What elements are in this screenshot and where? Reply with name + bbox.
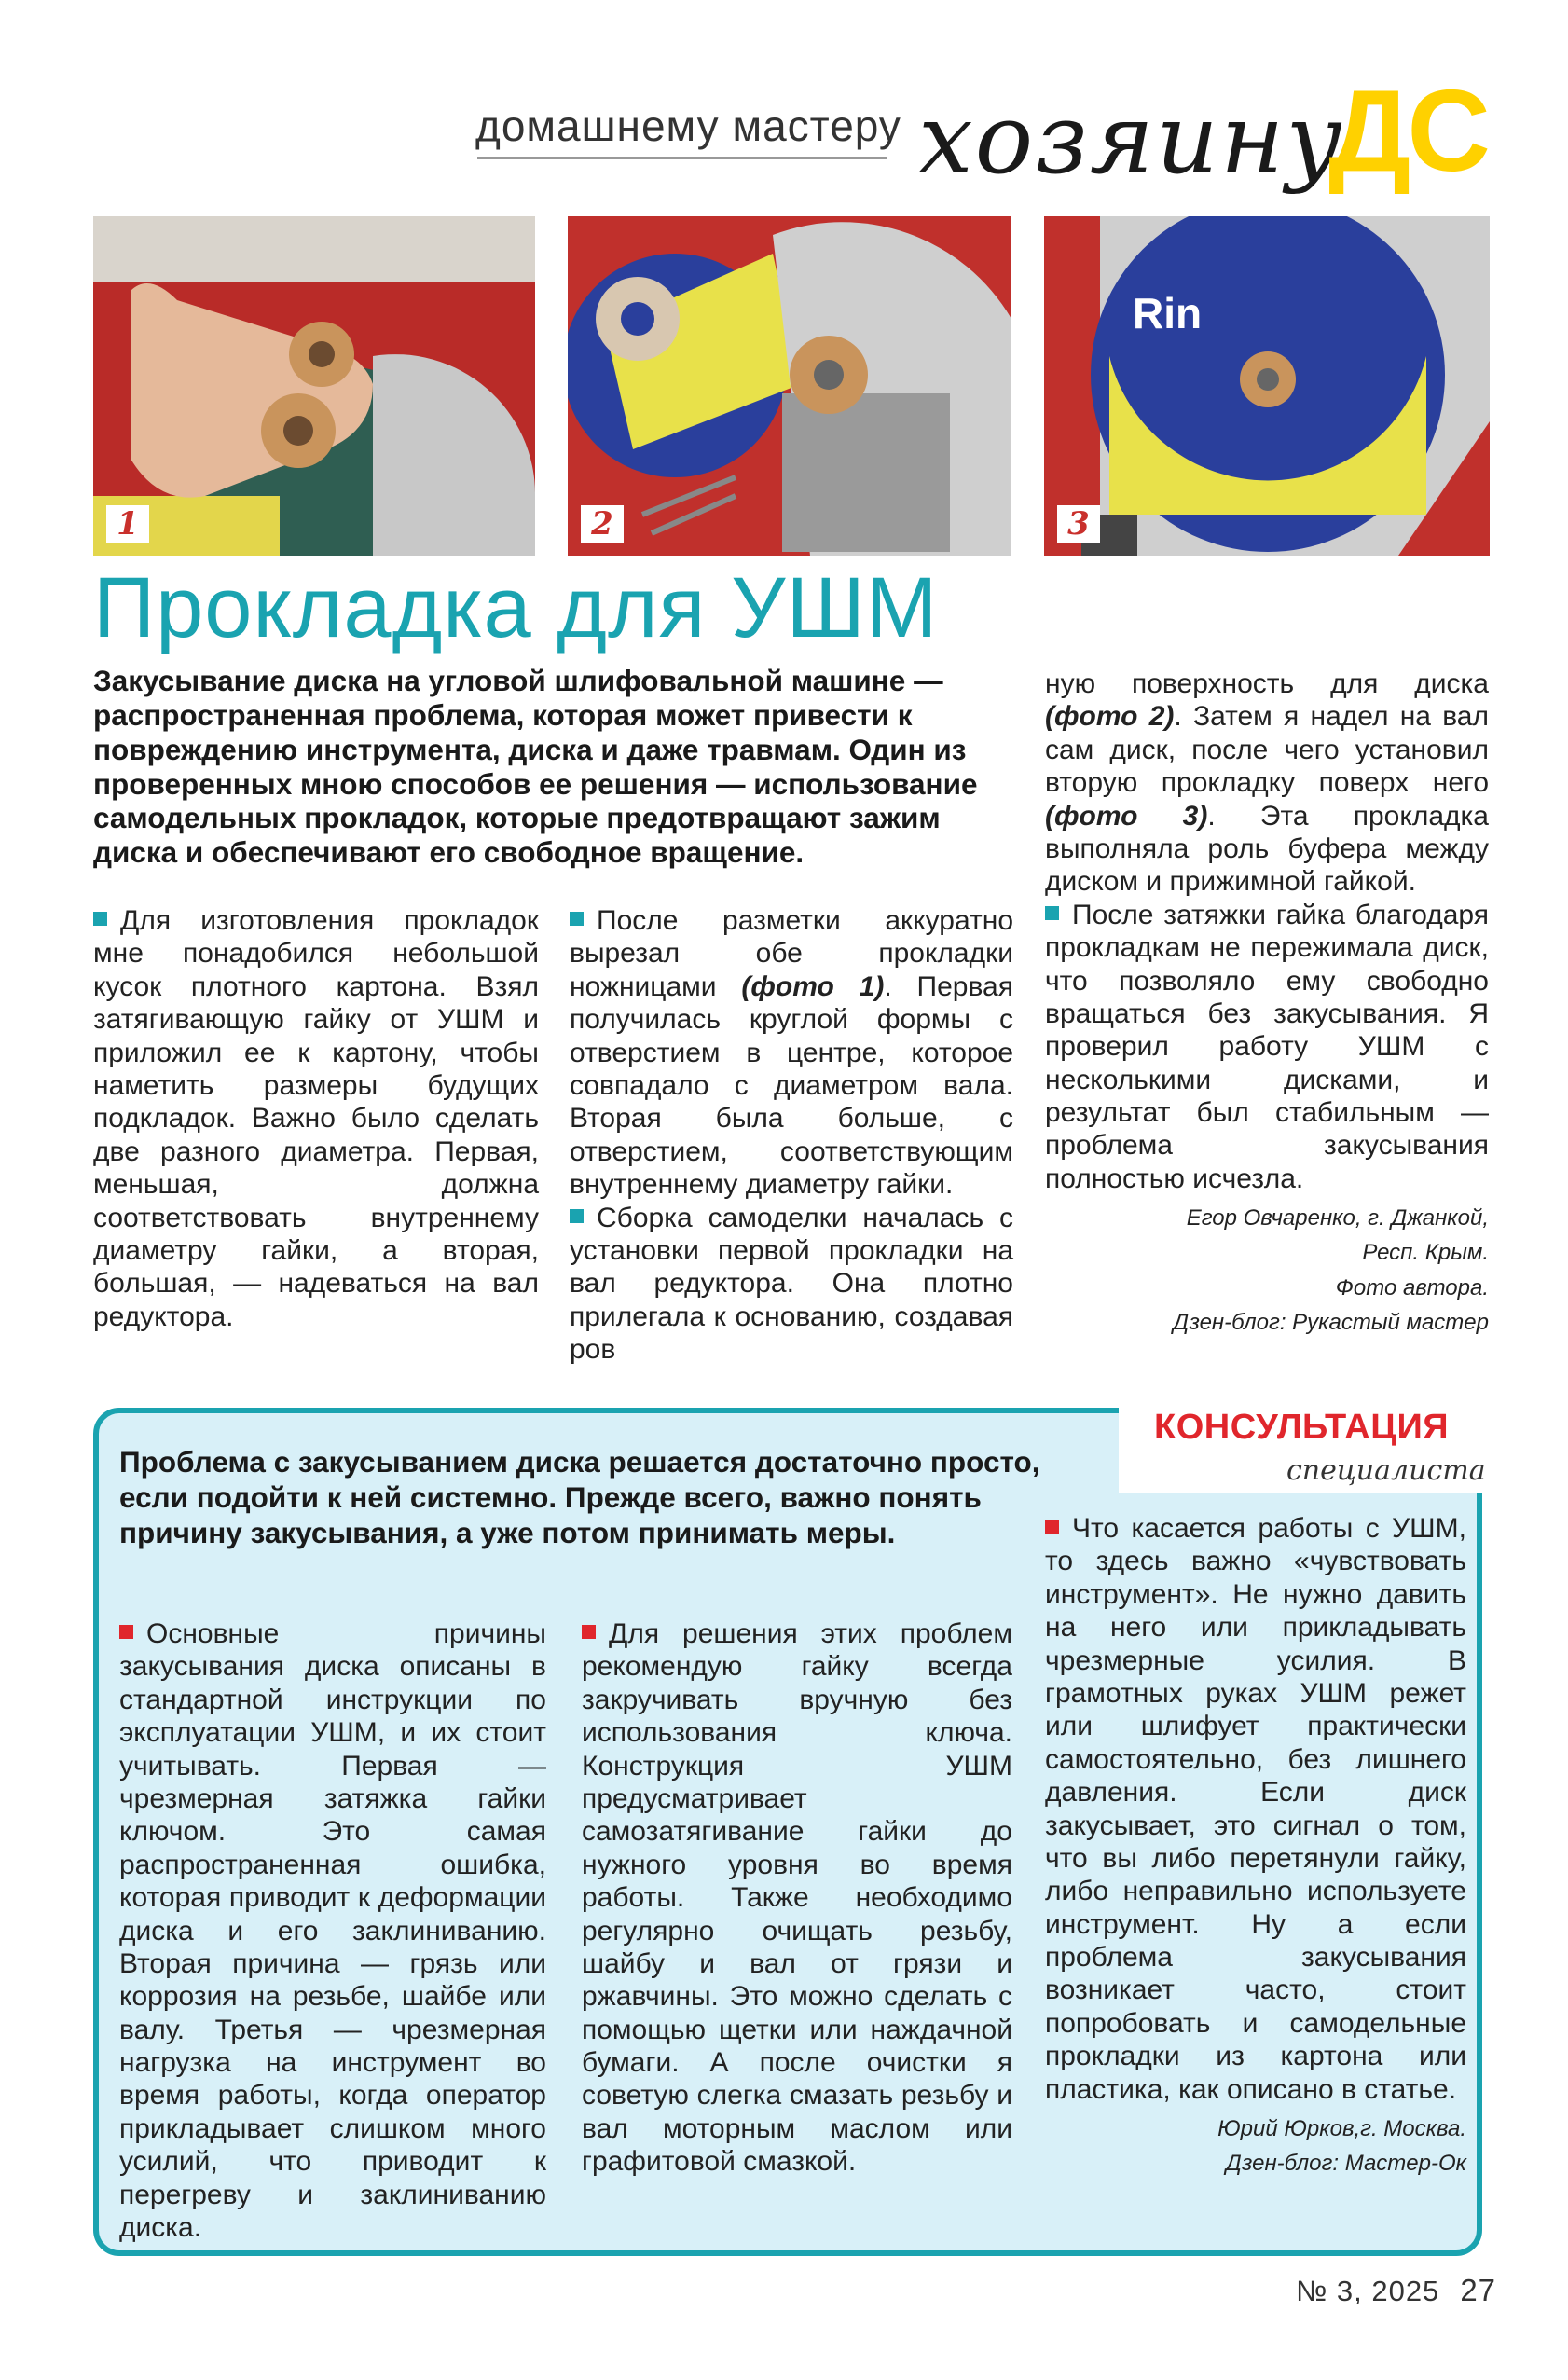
byline-author: Юрий Юрков,г. Москва. — [1217, 2116, 1466, 2142]
article-byline — [1045, 1201, 1489, 1340]
article-column-3 — [1045, 667, 1489, 1340]
article-paragraph: Сборка самоделки началась с установки первой прокладки на вал редуктора. Она плотно прилегала к основанию, создавая ров — [570, 1202, 1013, 1366]
byline-blog: Дзен-блог: Рукастый мастер — [1173, 1309, 1489, 1335]
photo-number: 3 — [1057, 505, 1100, 543]
byline-author: Егор Овчаренко, г. Джанкой, — [1186, 1205, 1489, 1231]
bullet-square-icon — [570, 1209, 584, 1223]
article-column-1 — [93, 904, 539, 1333]
consultation-byline — [1045, 2112, 1466, 2181]
article-column-2 — [570, 904, 1013, 1366]
magazine-logo: ДС — [1328, 67, 1487, 196]
consultation-paragraph: Что касается работы с УШМ, то здесь важно «чувствовать инструмент». Не нужно давить на него или прикладывать чрезмерные усилия. В грамотных руках УШМ режет или шлифует практически самостоятельно, без лишнего давления. Если диск закусывает, это сигнал о том, что вы либо перетянули гайку, либо неправильно используете инструмент. Ну а если проблема закусывания возникает часто, стоит попробовать и самодельные прокладки из картона или пластика, как описано в статье. — [1045, 1513, 1466, 2105]
bullet-square-icon — [570, 912, 584, 926]
page-number: 27 — [1460, 2273, 1497, 2307]
consultation-column-1 — [119, 1617, 546, 2244]
article-paragraph: После разметки аккуратно вырезал обе прокладки ножницами (фото 1). Первая получилась круглой формы с отверстием в центре, которое совпадало с диаметром вала. Вторая была больше, с отверстием, соответствующим внутреннему диаметру гайки. — [570, 905, 1013, 1201]
rubric-label: домашнему мастеру — [475, 102, 901, 150]
byline-region: Респ. Крым. — [1362, 1240, 1489, 1266]
issue-number: № 3, 2025 — [1296, 2275, 1440, 2307]
photo-3 — [1044, 216, 1490, 556]
photo-ref: (фото 1) — [741, 970, 885, 1002]
consultation-column-2 — [582, 1617, 1012, 2179]
bullet-square-icon — [93, 912, 107, 926]
byline-photo-credit: Фото автора. — [1335, 1274, 1489, 1300]
svg-text:Rin: Rin — [1133, 289, 1203, 337]
page-footer — [1296, 2273, 1496, 2308]
bullet-square-icon — [582, 1625, 596, 1639]
bullet-square-icon — [1045, 1520, 1059, 1534]
consultation-paragraph: Основные причины закусывания диска описаны в стандартной инструкции по эксплуатации УШМ, и их стоит учитывать. Первая — чрезмерная затяжка гайки ключом. Это самая распространенная ошибка, которая приводит к деформации диска и его заклиниванию. Вторая причина — грязь или коррозия на резьбе, шайбе или валу. Третья — чрезмерная нагрузка на инструмент во время работы, когда оператор прикладывает слишком много усилий, что приводит к перегреву и заклиниванию диска. — [119, 1618, 546, 2244]
photo-number: 2 — [581, 505, 624, 543]
bullet-square-icon — [1045, 906, 1059, 920]
section-title: хозяину — [918, 82, 1344, 196]
consultation-tag: КОНСУЛЬТАЦИЯ — [1154, 1408, 1450, 1447]
photo-1 — [93, 216, 535, 556]
photo-number: 1 — [106, 505, 149, 543]
rubric-underline — [477, 157, 887, 159]
article-paragraph: ную поверхность для диска (фото 2). Затем я надел на вал сам диск, после чего установил вторую прокладку поверх него (фото 3). Эта прокладка выполняла роль буфера между диском и прижимной гайкой. — [1045, 668, 1489, 898]
photo-grinder-with-gasket-icon — [568, 216, 1011, 556]
consultation-tag-sub: специалиста — [1286, 1454, 1486, 1487]
article-paragraph: Для изготовления прокладок мне понадобился небольшой кусок плотного картона. Взял затягивающую гайку от УШМ и приложил ее к картону, чтобы наметить размеры будущих подкладок. Важно было сделать две разного диаметра. Первая, меньшая, должна соответствовать внутреннему диаметру гайки, а вторая, большая, — надеваться на вал редуктора. — [93, 905, 539, 1332]
photo-ref: (фото 2) — [1045, 701, 1175, 733]
bullet-square-icon — [119, 1625, 133, 1639]
photo-2 — [568, 216, 1011, 556]
photo-disc-installed-icon — [1044, 216, 1490, 556]
consultation-column-3 — [1045, 1512, 1466, 2181]
consultation-lead: Проблема с закусыванием диска решается достаточно просто, если подойти к ней системно. Прежде всего, важно понять причину закусывания, а уже потом принимать меры. — [119, 1445, 1040, 1549]
article-title: Прокладка для УШМ — [93, 560, 939, 655]
photo-hand-with-gaskets-icon — [93, 216, 535, 556]
photo-ref: (фото 3) — [1045, 800, 1208, 832]
consultation-paragraph: Для решения этих проблем рекомендую гайку всегда закручивать вручную без использования ключа. Конструкция УШМ предусматривает самозатягивание гайки до нужного уровня во время работы. Также необходимо регулярно очищать резьбу, шайбу и вал от грязи и ржавчины. Это можно сделать с помощью щетки или наждачной бумаги. А после очистки я советую слегка смазать резьбу и вал моторным маслом или графитовой смазкой. — [582, 1618, 1012, 2178]
article-lead: Закусывание диска на угловой шлифовальной машине — распространенная проблема, которая может привести к повреждению инструмента, диска и даже травмам. Один из проверенных мною способов ее решения — использование самодельных прокладок, которые предотвращают зажим диска и обеспечивают его свободное вращение. — [93, 664, 978, 870]
article-paragraph: После затяжки гайка благодаря прокладкам не пережимала диск, что позволяло ему свободно вращаться без закусывания. Я проверил работу УШМ с несколькими дисками, и результат был стабильным — проблема закусывания полностью исчезла. — [1045, 899, 1489, 1194]
byline-blog: Дзен-блог: Мастер-Ок — [1225, 2151, 1466, 2177]
